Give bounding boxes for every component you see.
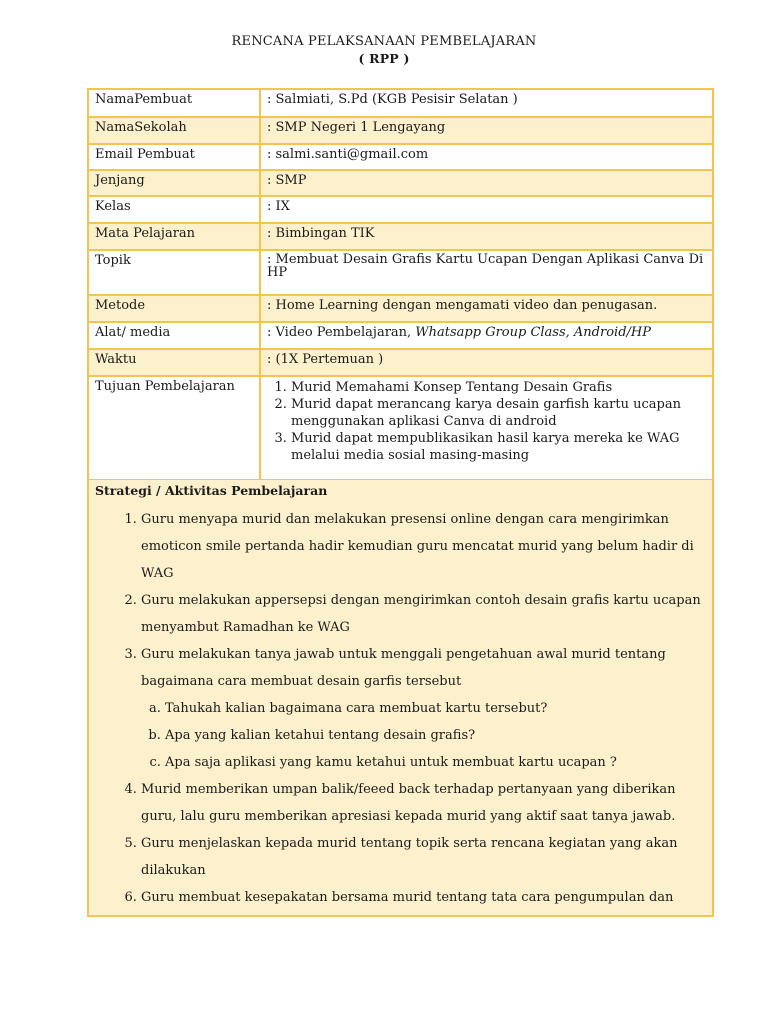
- question-item: a. Tahukah kalian bagaimana cara membuat kartu tersebut?: [165, 695, 701, 722]
- strategy-step: 1. Guru menyapa murid dan melakukan presensi online dengan cara mengirimkan emoticon smile pertanda hadir kemudian guru mencatat murid yang belum hadir di WAG: [141, 506, 701, 587]
- question-list: [141, 695, 701, 776]
- strategy-step: 2. Guru melakukan appersepsi dengan mengirimkan contoh desain grafis kartu ucapan menyambut Ramadhan ke WAG: [141, 587, 701, 641]
- info-row: [88, 250, 713, 295]
- info-row: [88, 295, 713, 322]
- info-label: Waktu: [88, 349, 260, 376]
- info-value: : (1X Pertemuan ): [260, 349, 713, 376]
- info-row: [88, 196, 713, 223]
- info-label: Mata Pelajaran: [88, 223, 260, 250]
- media-italic-text: Whatsapp Group Class, Android/HP: [415, 325, 651, 340]
- info-row: [88, 223, 713, 250]
- strategy-section: [87, 480, 714, 917]
- info-value: : Membuat Desain Grafis Kartu Ucapan Dengan Aplikasi Canva Di HP: [260, 250, 713, 295]
- info-label: NamaSekolah: [88, 117, 260, 144]
- info-value: [260, 322, 713, 349]
- document-title: RENCANA PELAKSANAAN PEMBELAJARAN: [231, 34, 537, 49]
- info-value: : Salmiati, S.Pd (KGB Pesisir Selatan ): [260, 89, 713, 117]
- info-row: [88, 170, 713, 196]
- media-text: : Video Pembelajaran,: [267, 325, 416, 340]
- info-value: : Home Learning dengan mengamati video dan penugasan.: [260, 295, 713, 322]
- info-row: [88, 117, 713, 144]
- info-label: Tujuan Pembelajaran: [88, 376, 260, 480]
- info-label: Topik: [88, 250, 260, 295]
- strategy-step: [141, 641, 701, 776]
- document-subtitle: ( RPP ): [358, 51, 410, 66]
- objectives-cell: [260, 376, 713, 480]
- strategy-step: 5. Guru menjelaskan kepada murid tentang topik serta rencana kegiatan yang akan dilakukan: [141, 830, 701, 884]
- info-value: : SMP Negeri 1 Lengayang: [260, 117, 713, 144]
- info-value: : salmi.santi@gmail.com: [260, 144, 713, 170]
- info-row: [88, 89, 713, 117]
- info-row: [88, 349, 713, 376]
- info-label: Kelas: [88, 196, 260, 223]
- strategy-step: 6. Guru membuat kesepakatan bersama murid tentang tata cara pengumpulan dan: [141, 884, 701, 911]
- objective-item: 2. Murid dapat merancang karya desain garfish kartu ucapan menggunakan aplikasi Canva di android: [291, 396, 706, 430]
- info-value: : IX: [260, 196, 713, 223]
- info-label: Metode: [88, 295, 260, 322]
- strategy-step: 4. Murid memberikan umpan balik/feeed back terhadap pertanyaan yang diberikan guru, lalu guru memberikan apresiasi kepada murid yang aktif saat tanya jawab.: [141, 776, 701, 830]
- info-label: Alat/ media: [88, 322, 260, 349]
- info-label: Email Pembuat: [88, 144, 260, 170]
- strategy-step-text: Guru melakukan tanya jawab untuk menggali pengetahuan awal murid tentang bagaimana cara membuat desain garfis tersebut: [141, 647, 666, 689]
- strategy-steps: [89, 506, 701, 911]
- info-label: NamaPembuat: [88, 89, 260, 117]
- info-row: [88, 144, 713, 170]
- info-label: Jenjang: [88, 170, 260, 196]
- info-row: [88, 376, 713, 480]
- info-value: : SMP: [260, 170, 713, 196]
- info-table: [87, 88, 714, 481]
- info-value: : Bimbingan TIK: [260, 223, 713, 250]
- question-item: c. Apa saja aplikasi yang kamu ketahui untuk membuat kartu ucapan ?: [165, 749, 701, 776]
- strategy-heading: Strategi / Aktivitas Pembelajaran: [95, 483, 328, 498]
- objective-item: 3. Murid dapat mempublikasikan hasil karya mereka ke WAG melalui media sosial masing-masing: [291, 430, 706, 464]
- info-row: [88, 322, 713, 349]
- question-item: b. Apa yang kalian ketahui tentang desain grafis?: [165, 722, 701, 749]
- objectives-list: [267, 379, 706, 464]
- objective-item: 1. Murid Memahami Konsep Tentang Desain Grafis: [291, 379, 706, 396]
